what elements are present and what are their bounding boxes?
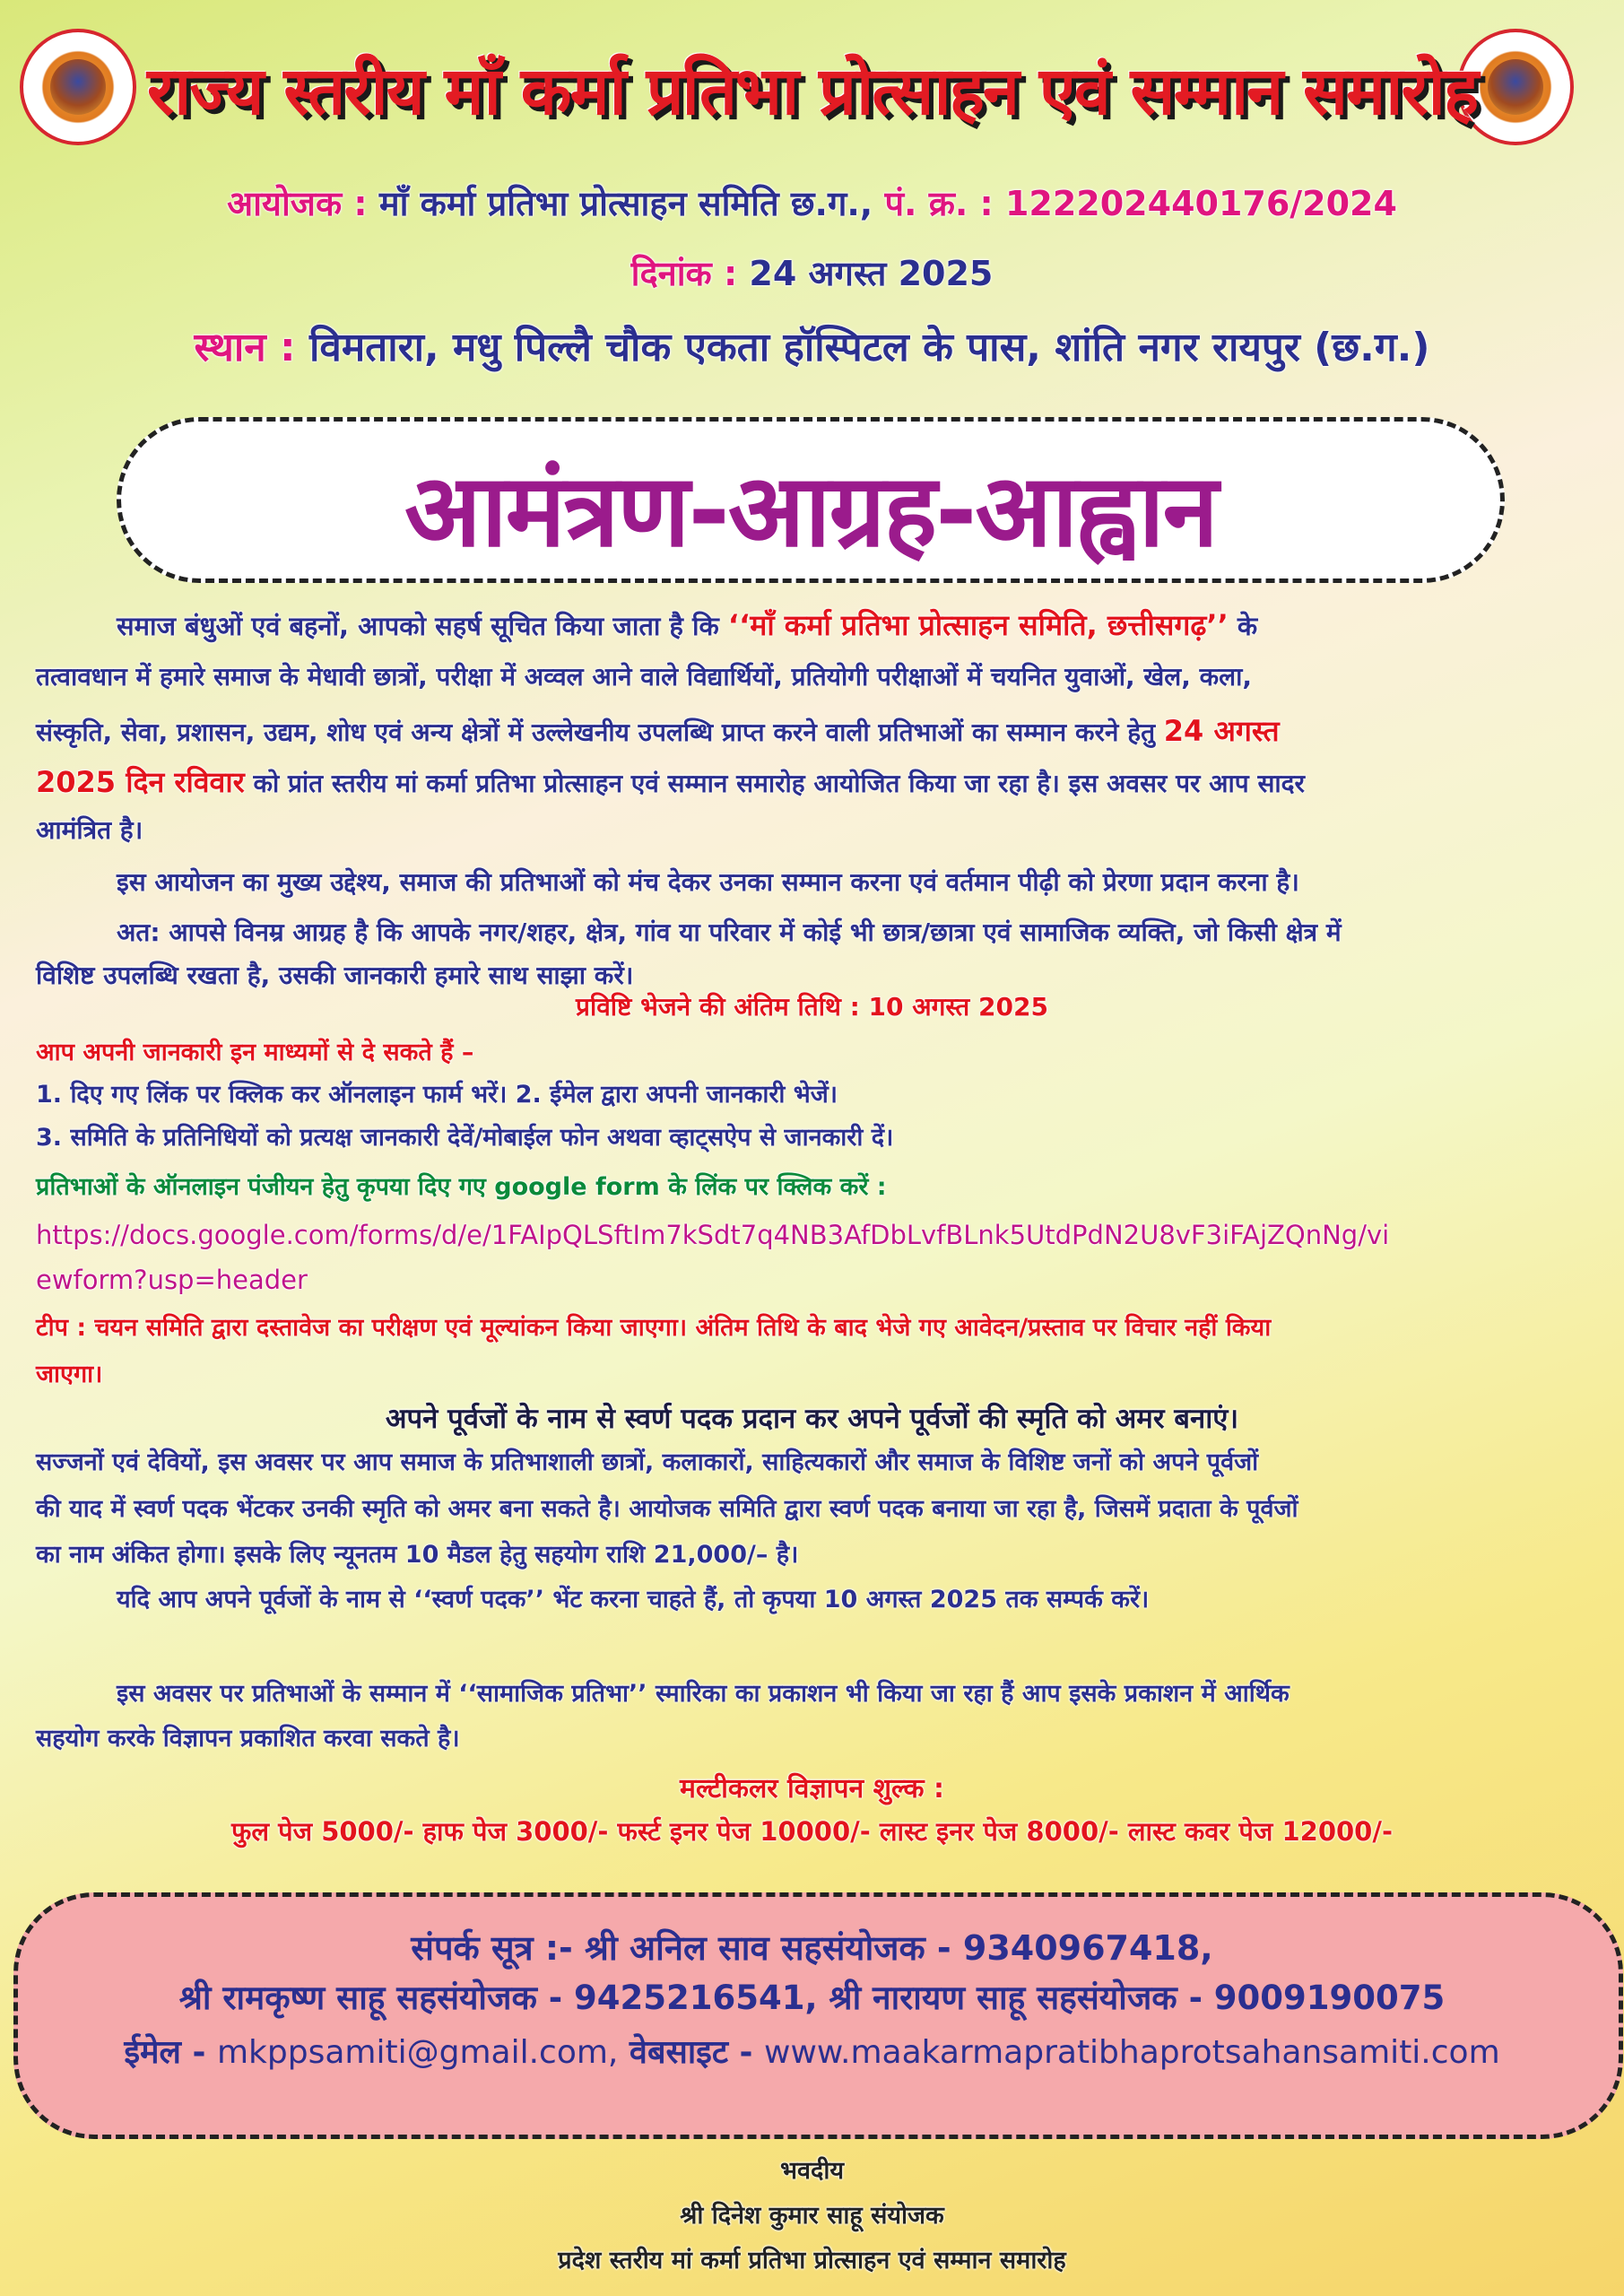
signatory-org: प्रदेश स्तरीय मां कर्मा प्रतिभा प्रोत्साहन एवं सम्मान समारोह	[558, 2247, 1066, 2274]
date-line	[0, 249, 1624, 296]
text: के	[1237, 611, 1258, 641]
event-day-highlight: 2025 दिन रविवार	[36, 765, 245, 799]
note: टीप : चयन समिति द्वारा दस्तावेज का परीक्षण एवं मूल्यांकन किया जाएगा। अंतिम तिथि के बाद भेजे गए आवेदन/प्रस्ताव पर विचार नहीं किया	[36, 1314, 1272, 1342]
email-label: ईमेल -	[124, 2034, 206, 2071]
signatory-name: श्री दिनेश कुमार साहू संयोजक	[680, 2202, 944, 2230]
body-line: यदि आप अपने पूर्वजों के नाम से ‘‘स्वर्ण पदक’’ भेंट करना चाहते हैं, तो कृपया 10 अगस्त 2025 तक सम्पर्क करें।	[117, 1586, 1150, 1613]
website-link[interactable]: www.maakarmapratibhaprotsahansamiti.com	[764, 2034, 1500, 2071]
contact-line: संपर्क सूत्र :- श्री अनिल साव सहसंयोजक - 9340967418,	[411, 1928, 1213, 1968]
closing: भवदीय	[780, 2157, 844, 2185]
ad-rates: फुल पेज 5000/- हाफ पेज 3000/- फर्स्ट इनर पेज 10000/- लास्ट इनर पेज 8000/- लास्ट कवर पेज 12000/-	[231, 1816, 1393, 1847]
body-line: इस अवसर पर प्रतिभाओं के सम्मान में ‘‘सामाजिक प्रतिभा’’ स्मारिका का प्रकाशन भी किया जा रहा हैं आप इसके प्रकाशन में आर्थिक	[117, 1680, 1290, 1708]
event-date-highlight: 24 अगस्त	[1163, 714, 1280, 748]
body-line: इस आयोजन का मुख्य उद्देश्य, समाज की प्रतिभाओं को मंच देकर उनका सम्मान करना एवं वर्तमान पीढ़ी को प्रेरणा प्रदान करना है।	[117, 867, 1299, 897]
google-form-link-cont[interactable]: ewform?usp=header	[36, 1265, 308, 1295]
body-line: अत: आपसे विनम्र आग्रह है कि आपके नगर/शहर, क्षेत्र, गांव या परिवार में कोई भी छात्र/छात्रा एवं सामाजिक व्यक्ति, जो किसी क्षेत्र में	[117, 918, 1342, 947]
text: समाज बंधुओं एवं बहनों, आपको सहर्ष सूचित किया जाता है कि	[117, 611, 719, 641]
medal-heading: अपने पूर्वजों के नाम से स्वर्ण पदक प्रदान कर अपने पूर्वजों की स्मृति को अमर बनाएं।	[385, 1403, 1239, 1435]
organizer-label: आयोजक :	[227, 184, 368, 223]
ways-item: 1. दिए गए लिंक पर क्लिक कर ऑनलाइन फार्म भरें। 2. ईमेल द्वारा अपनी जानकारी भेजें।	[36, 1081, 838, 1109]
body-line: सज्जनों एवं देवियों, इस अवसर पर आप समाज के प्रतिभाशाली छात्रों, कलाकारों, साहित्यकारों और समाज के विशिष्ट जनों को अपने पूर्वजों	[36, 1448, 1259, 1476]
date-label: दिनांक :	[630, 254, 738, 293]
text: संस्कृति, सेवा, प्रशासन, उद्यम, शोध एवं अन्य क्षेत्रों में उल्लेखनीय उपलब्धि प्राप्त करने वाली प्रतिभाओं का सम्मान करने हेतु	[36, 718, 1156, 747]
ways-heading: आप अपनी जानकारी इन माध्यमों से दे सकते हैं –	[36, 1039, 474, 1066]
body-line: सहयोग करके विज्ञापन प्रकाशित करवा सकते है।	[36, 1725, 460, 1752]
note-cont: जाएगा।	[36, 1361, 103, 1388]
reg-number: 122202440176/2024	[1004, 184, 1397, 223]
body-line	[36, 762, 1305, 801]
body-line: का नाम अंकित होगा। इसके लिए न्यूनतम 10 मैडल हेतु सहयोग राशि 21,000/– है।	[36, 1541, 799, 1569]
contact-line: श्री रामकृष्ण साहू सहसंयोजक - 9425216541, श्री नारायण साहू सहसंयोजक - 9009190075	[178, 1979, 1446, 2017]
ways-item: 3. समिति के प्रतिनिधियों को प्रत्यक्ष जानकारी देवें/मोबाईल फोन अथवा व्हाट्सऐप से जानकारी दें।	[36, 1124, 894, 1152]
banner-box	[117, 417, 1505, 583]
banner-heading: आमंत्रण-आग्रह-आह्वान	[404, 453, 1217, 570]
venue-line	[0, 318, 1624, 372]
contact-line	[0, 2029, 1624, 2073]
google-form-link[interactable]: https://docs.google.com/forms/d/e/1FAIpQLSftIm7kSdt7q4NB3AfDbLvfBLnk5UtdPdN2U8vF3iFAjZQnNg/vi	[36, 1220, 1390, 1250]
event-date: 24 अगस्त 2025	[749, 254, 994, 293]
body-line: विशिष्ट उपलब्धि रखता है, उसकी जानकारी हमारे साथ साझा करें।	[36, 961, 634, 990]
body-line	[36, 711, 1280, 750]
form-prompt: प्रतिभाओं के ऑनलाइन पंजीयन हेतु कृपया दिए गए google form के लिंक पर क्लिक करें :	[36, 1173, 887, 1201]
text: को प्रांत स्तरीय मां कर्मा प्रतिभा प्रोत्साहन एवं सम्मान समारोह आयोजित किया जा रहा है। इस अवसर पर आप सादर	[253, 769, 1305, 798]
venue-label: स्थान :	[194, 325, 296, 370]
samiti-name: ‘‘माँ कर्मा प्रतिभा प्रोत्साहन समिति, छत्तीसगढ़’’	[727, 608, 1229, 642]
organizer-name: माँ कर्मा प्रतिभा प्रोत्साहन समिति छ.ग.,	[378, 184, 873, 223]
body-line: आमंत्रित है।	[36, 815, 143, 845]
venue: विमतारा, मधु पिल्लै चौक एकता हॉस्पिटल के पास, शांति नगर रायपुर (छ.ग.)	[308, 325, 1430, 370]
body-line	[117, 605, 1257, 644]
deadline: प्रविष्टि भेजने की अंतिम तिथि : 10 अगस्त 2025	[576, 992, 1048, 1022]
reg-label: पं. क्र. :	[884, 184, 994, 223]
body-line: तत्वावधान में हमारे समाज के मेधावी छात्रों, परीक्षा में अव्वल आने वाले विद्यार्थियों, प्रतियोगी परीक्षाओं में चयनित युवाओं, खेल, कला,	[36, 662, 1253, 691]
website-label: वेबसाइट -	[629, 2034, 753, 2071]
ad-heading: मल्टीकलर विज्ञापन शुल्क :	[680, 1773, 944, 1805]
poster-title: राज्य स्तरीय माँ कर्मा प्रतिभा प्रोत्साहन एवं सम्मान समारोह	[146, 53, 1478, 130]
email-link[interactable]: mkppsamiti@gmail.com,	[216, 2034, 619, 2071]
body-line: की याद में स्वर्ण पदक भेंटकर उनकी स्मृति को अमर बना सकते है। आयोजक समिति द्वारा स्वर्ण पदक बनाया जा रहा है, जिसमें प्रदाता के पूर्वजों	[36, 1495, 1298, 1523]
organizer-line	[0, 179, 1624, 226]
